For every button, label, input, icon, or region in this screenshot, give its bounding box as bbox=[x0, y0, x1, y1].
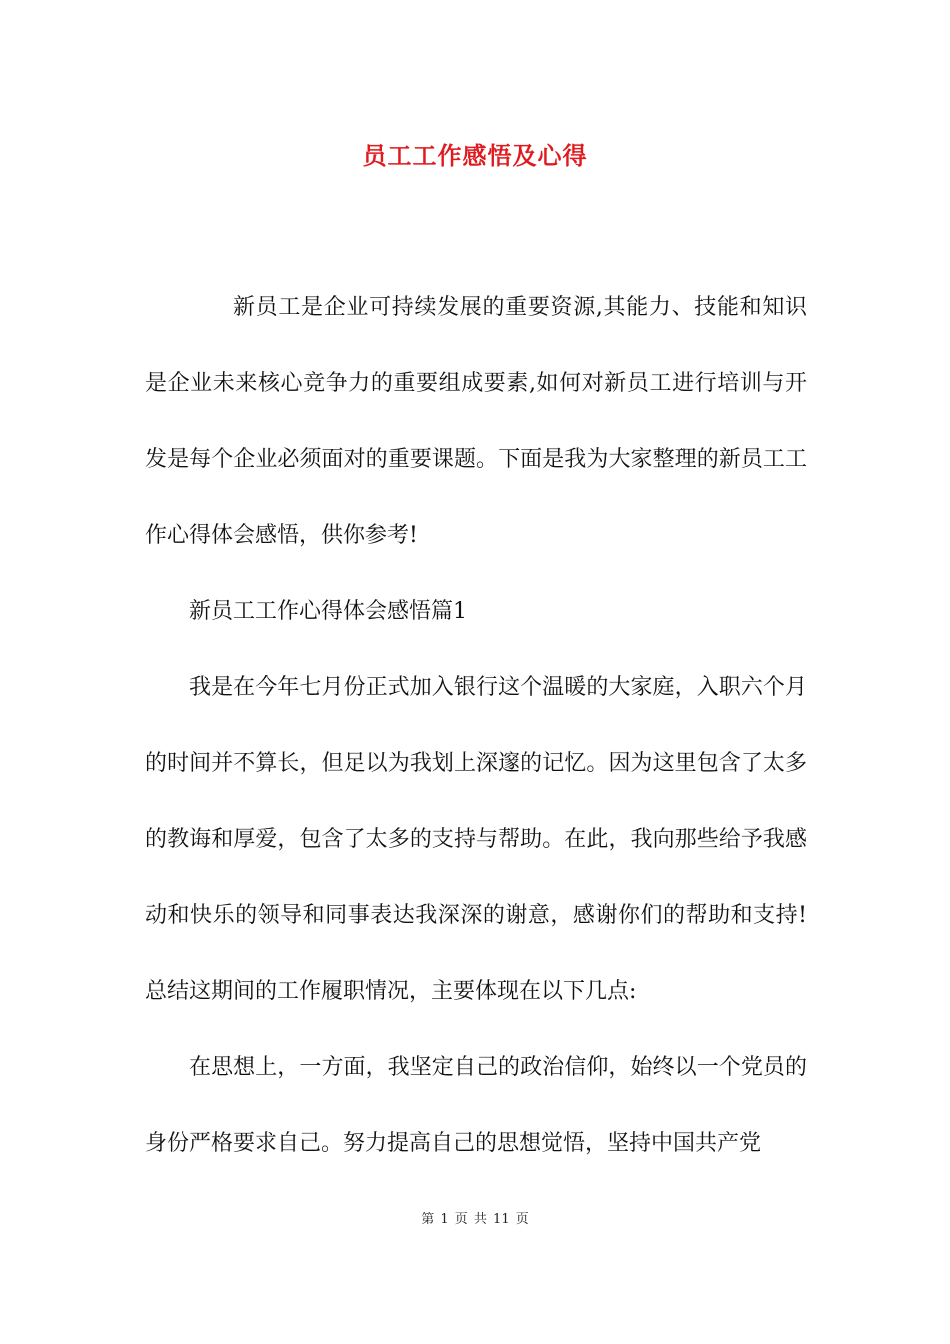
body-paragraph: 在思想上，一方面，我坚定自己的政治信仰，始终以一个党员的身份严格要求自己。努力提高自己的思想觉悟，坚持中国共产党 bbox=[145, 1055, 807, 1156]
document-title: 员工工作感悟及心得 bbox=[362, 141, 588, 170]
page-number-footer: 第 1 页 共 11 页 bbox=[421, 1212, 529, 1227]
intro-paragraph: 新员工是企业可持续发展的重要资源,其能力、技能和知识是企业未来核心竞争力的重要组成要素,如何对新员工进行培训与开发是每个企业必须面对的重要课题。下面是我为大家整理的新员工工作心得体会感悟，供你参考! bbox=[145, 295, 807, 548]
body-paragraph: 我是在今年七月份正式加入银行这个温暖的大家庭，入职六个月的时间并不算长，但足以为我划上深邃的记忆。因为这里包含了太多的教诲和厚爱，包含了太多的支持与帮助。在此，我向那些给予我感动和快乐的领导和同事表达我深深的谢意，感谢你们的帮助和支持!总结这期间的工作履职情况，主要体现在以下几点: bbox=[145, 675, 807, 1004]
section-heading: 新员工工作心得体会感悟篇1 bbox=[189, 599, 467, 624]
document-body bbox=[145, 270, 807, 1182]
